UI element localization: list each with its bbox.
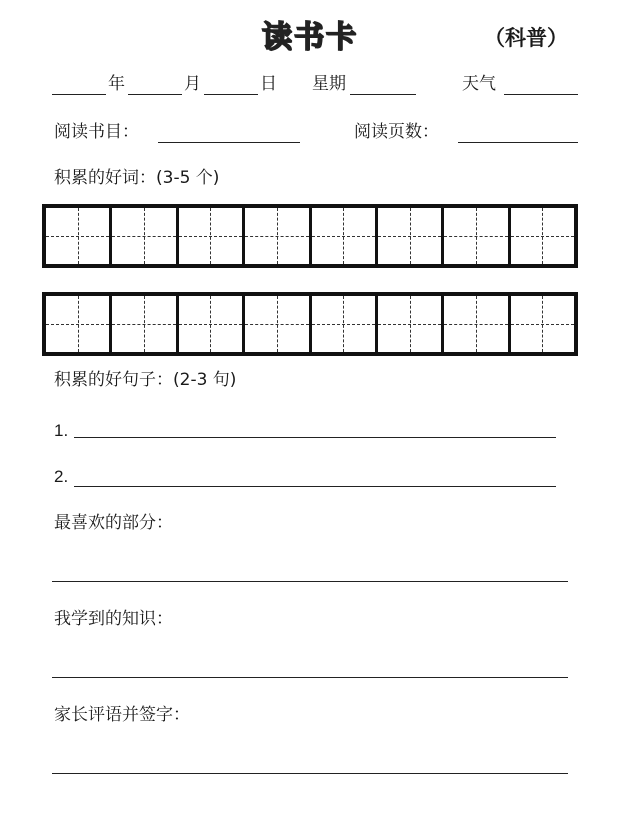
favorite-label: 最喜欢的部分： — [54, 513, 173, 533]
weather-field[interactable] — [504, 94, 578, 95]
word-cell[interactable] — [46, 208, 109, 264]
year-field[interactable] — [52, 94, 106, 95]
knowledge-label: 我学到的知识： — [54, 609, 173, 629]
word-cell[interactable] — [508, 296, 574, 352]
sentences-label: 积累的好句子：(2-3 句) — [54, 370, 237, 390]
knowledge-field[interactable] — [52, 677, 568, 678]
word-cell[interactable] — [375, 208, 441, 264]
pages-field[interactable] — [458, 142, 578, 143]
word-cell[interactable] — [242, 208, 308, 264]
weekday-label: 星期 — [312, 74, 346, 94]
parent-comment-field[interactable] — [52, 773, 568, 774]
day-label: 日 — [260, 74, 277, 94]
words-label: 积累的好词：(3-5 个) — [54, 168, 220, 188]
word-grid-row-1 — [42, 204, 578, 268]
word-cell[interactable] — [46, 296, 109, 352]
card-title: 读书卡 — [262, 20, 358, 55]
word-cell[interactable] — [309, 296, 375, 352]
word-grid-row-2 — [42, 292, 578, 356]
favorite-field[interactable] — [52, 581, 568, 582]
word-cell[interactable] — [109, 296, 175, 352]
word-cell[interactable] — [441, 296, 507, 352]
word-cell[interactable] — [441, 208, 507, 264]
book-label: 阅读书目： — [54, 122, 139, 142]
weather-label: 天气 — [462, 74, 496, 94]
sentence-field-1[interactable] — [74, 437, 556, 438]
word-cell[interactable] — [508, 208, 574, 264]
word-cell[interactable] — [176, 208, 242, 264]
book-field[interactable] — [158, 142, 300, 143]
pages-label: 阅读页数： — [354, 122, 439, 142]
parent-comment-label: 家长评语并签字： — [54, 705, 190, 725]
month-label: 月 — [184, 74, 201, 94]
sentence-number-1: 1. — [54, 421, 69, 440]
word-cell[interactable] — [109, 208, 175, 264]
word-cell[interactable] — [375, 296, 441, 352]
sentence-number-2: 2. — [54, 467, 69, 486]
word-cell[interactable] — [309, 208, 375, 264]
card-category: （科普） — [484, 25, 568, 50]
year-label: 年 — [108, 74, 125, 94]
month-field[interactable] — [128, 94, 182, 95]
weekday-field[interactable] — [350, 94, 416, 95]
word-cell[interactable] — [242, 296, 308, 352]
day-field[interactable] — [204, 94, 258, 95]
sentence-field-2[interactable] — [74, 486, 556, 487]
word-cell[interactable] — [176, 296, 242, 352]
